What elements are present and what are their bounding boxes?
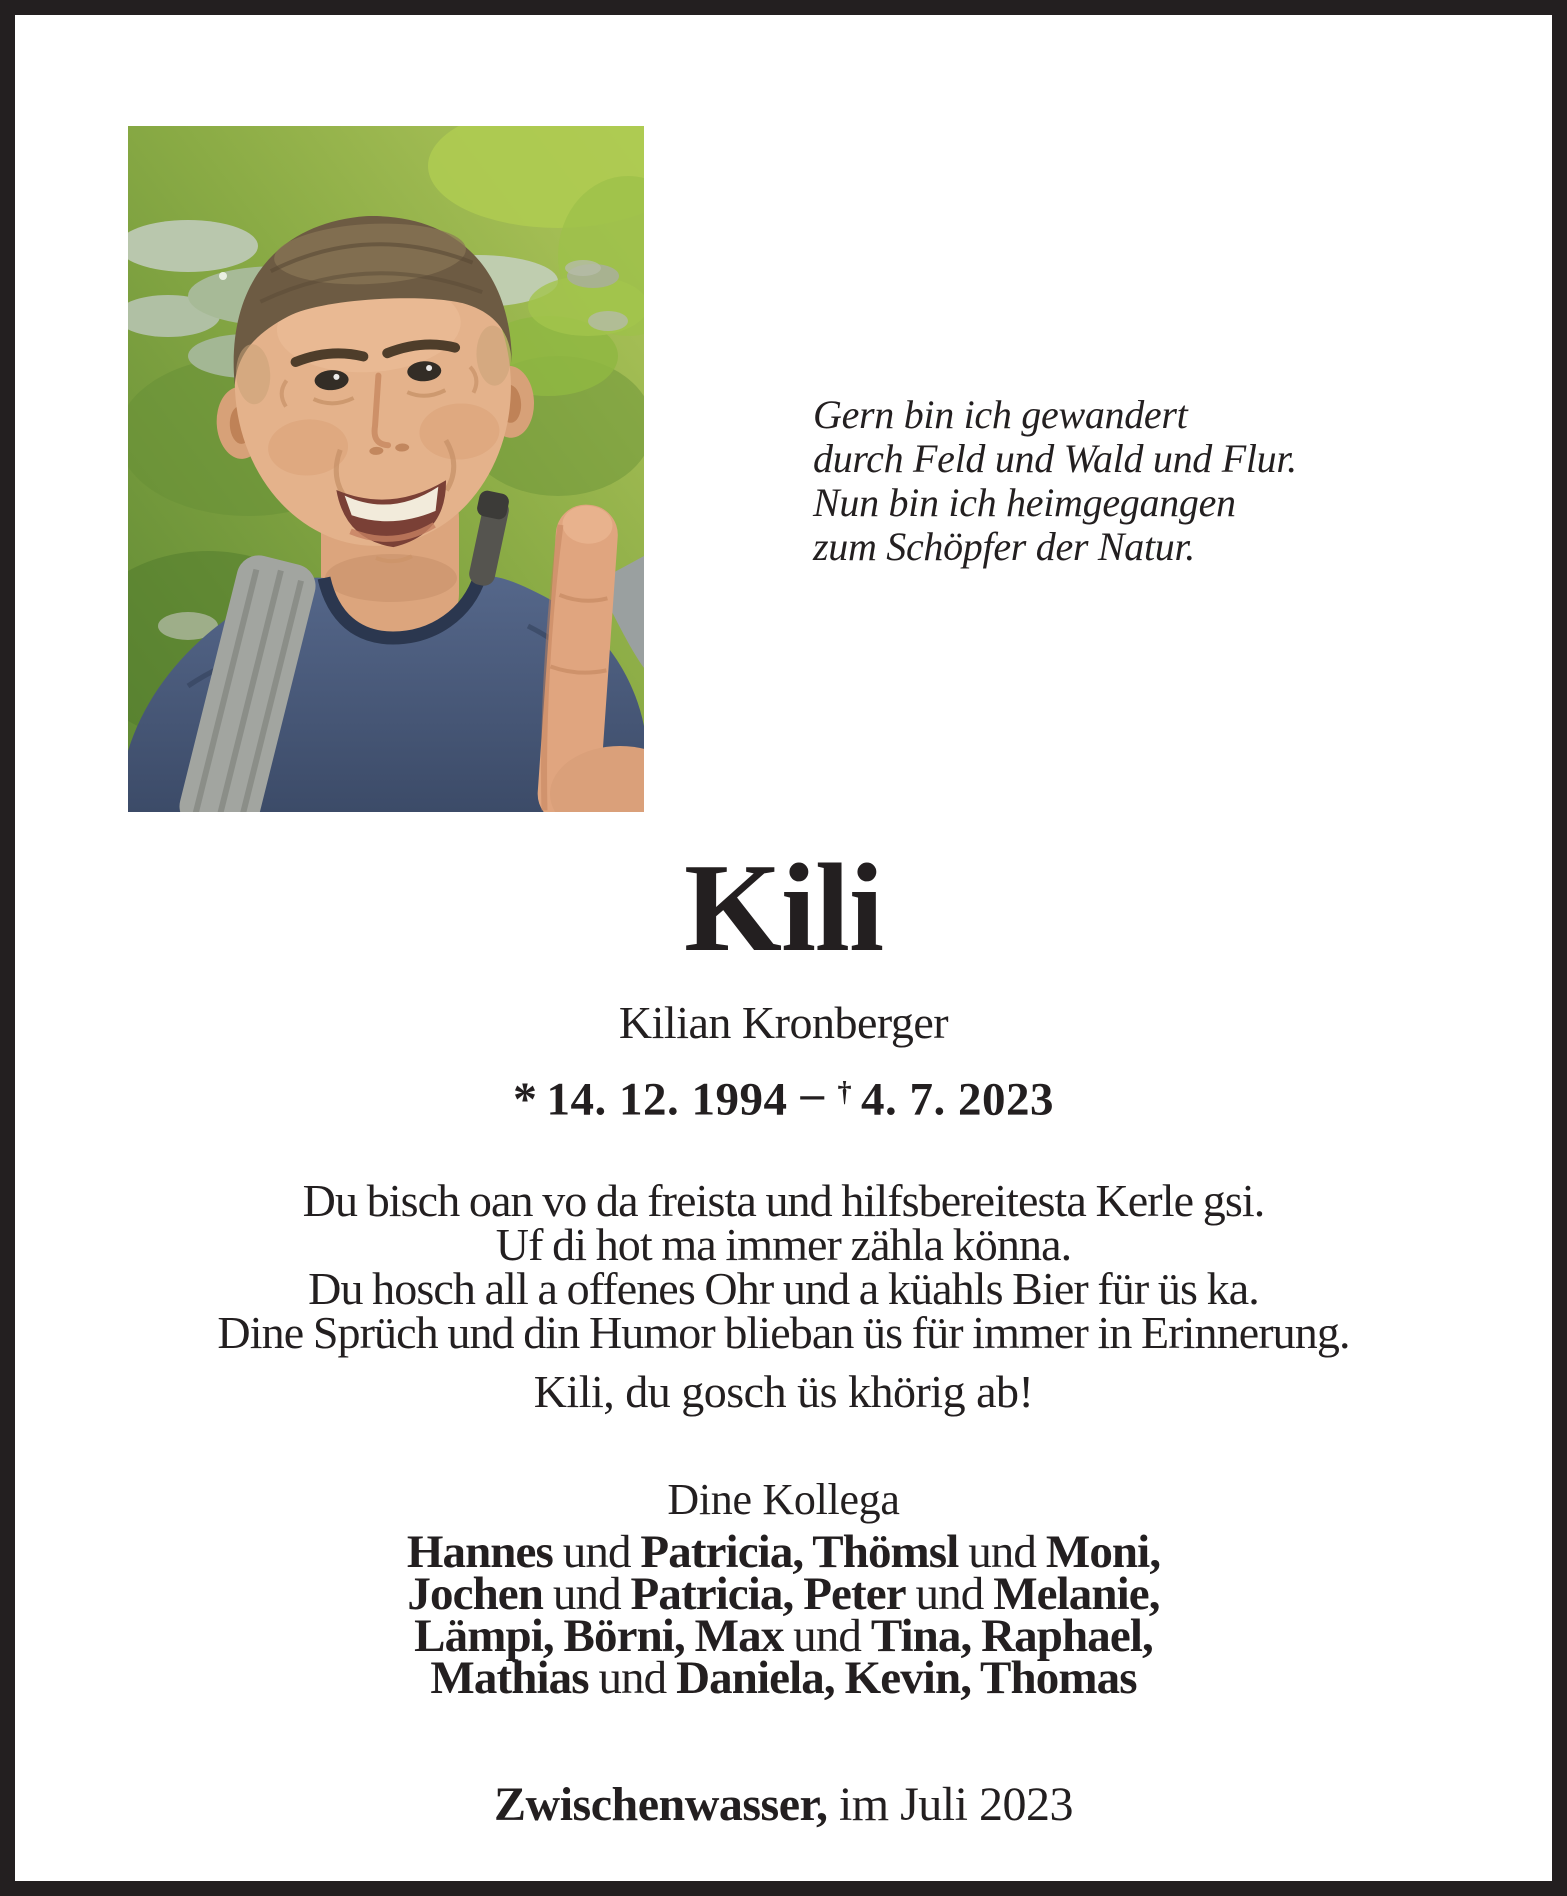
conjunction: und <box>552 1526 641 1578</box>
nickname-title: Kili <box>683 839 884 978</box>
portrait-photo-illustration <box>128 126 644 812</box>
mourner-name: Jochen <box>407 1568 544 1620</box>
closing-line <box>0 1776 1567 1834</box>
mourner-name: Mathias <box>430 1652 589 1704</box>
date-separator: – <box>800 1068 825 1120</box>
poem-line: zum Schöpfer der Natur. <box>813 524 1195 569</box>
mourners-line <box>0 1652 1567 1704</box>
mourner-name: Patricia, Thömsl <box>640 1526 959 1578</box>
mourner-name: Patricia, Peter <box>630 1568 906 1620</box>
life-dates <box>0 1066 1567 1128</box>
tribute-line: Du hosch all a offenes Ohr und a küahls Bier für üs ka. <box>308 1263 1259 1314</box>
mourner-name: Moni, <box>1045 1526 1161 1578</box>
conjunction: und <box>958 1526 1046 1578</box>
farewell-line: Kili, du gosch üs khörig ab! <box>533 1366 1034 1417</box>
closing-place: Zwischenwasser, <box>494 1778 828 1831</box>
portrait-photo <box>128 126 644 812</box>
conjunction: und <box>905 1568 994 1620</box>
full-name: Kilian Kronberger <box>618 997 949 1048</box>
death-symbol: † <box>837 1076 853 1108</box>
mourner-name: Hannes <box>406 1526 553 1578</box>
mourner-name: Lämpi, Börni, Max <box>414 1610 784 1662</box>
conjunction: und <box>543 1568 631 1620</box>
memorial-poem <box>813 393 1297 569</box>
mourner-name: Melanie, <box>993 1568 1160 1620</box>
tribute-line: Dine Sprüch und din Humor blieban üs für immer in Erinnerung. <box>217 1307 1350 1358</box>
tribute-line: Uf di hot ma immer zähla könna. <box>495 1219 1072 1270</box>
poem-line: durch Feld und Wald und Flur. <box>813 436 1297 481</box>
poem-line: Nun bin ich heimgegangen <box>813 480 1236 525</box>
mourners-line <box>0 1610 1567 1662</box>
birth-symbol: * <box>512 1072 538 1126</box>
mourner-name: Tina, Raphael, <box>870 1610 1153 1662</box>
mourners-line <box>0 1568 1567 1620</box>
mourners-names <box>0 1526 1567 1704</box>
tribute-text <box>0 1175 1567 1358</box>
mourners-line <box>0 1526 1567 1578</box>
conjunction: und <box>783 1610 871 1662</box>
tribute-line: Du bisch oan vo da freista und hilfsbereitesta Kerle gsi. <box>302 1175 1265 1226</box>
mourners-intro: Dine Kollega <box>667 1475 900 1524</box>
mourner-name: Daniela, Kevin, Thomas <box>676 1652 1137 1704</box>
death-date: 4. 7. 2023 <box>861 1073 1055 1126</box>
poem-line: Gern bin ich gewandert <box>813 392 1188 437</box>
closing-date: im Juli 2023 <box>827 1778 1073 1831</box>
conjunction: und <box>588 1652 677 1704</box>
birth-date: 14. 12. 1994 <box>546 1073 788 1126</box>
